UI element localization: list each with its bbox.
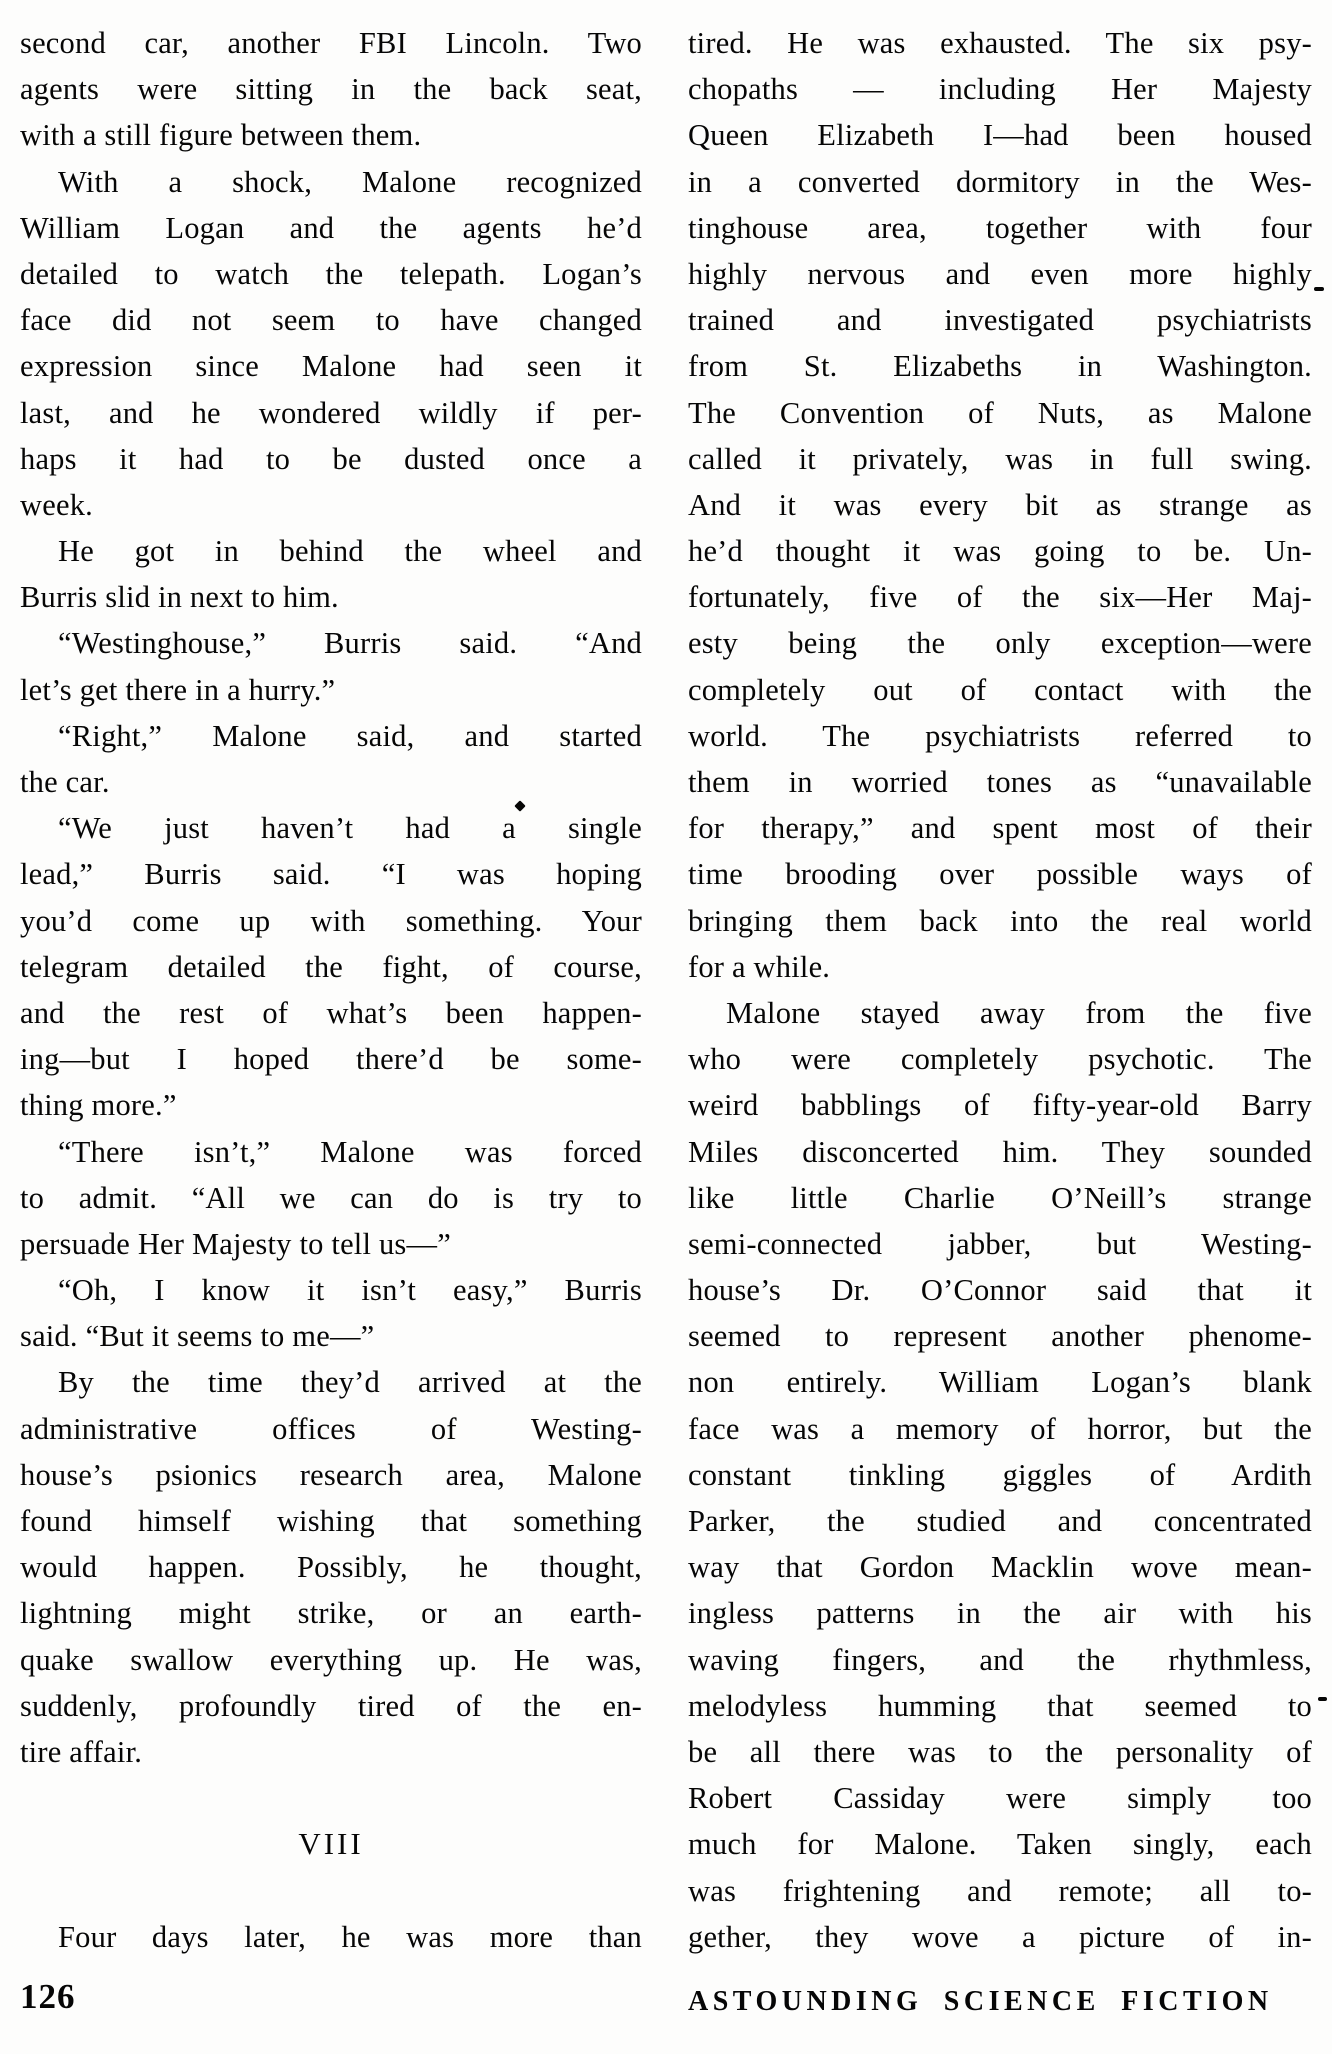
text-line: Queen Elizabeth I—had been housed [688, 118, 1312, 153]
text-line: for a while. [688, 949, 831, 984]
page-number: 126 [20, 1977, 76, 2016]
text-line: non entirely. William Logan’s blank [688, 1365, 1312, 1400]
text-line: bringing them back into the real world [688, 903, 1312, 938]
text-line: completely out of contact with the [688, 672, 1312, 707]
text-line: chopaths — including Her Majesty [688, 72, 1312, 107]
text-line: was frightening and remote; all to- [688, 1873, 1312, 1908]
text-line: telegram detailed the fight, of course, [20, 949, 642, 984]
text-line: he’d thought it was going to be. Un- [688, 534, 1312, 569]
text-line: constant tinkling giggles of Ardith [688, 1457, 1312, 1492]
text-line: fortunately, five of the six—Her Maj- [688, 580, 1312, 615]
text-line: The Convention of Nuts, as Malone [688, 395, 1312, 430]
text-line: called it privately, was in full swing. [688, 441, 1312, 476]
left-column [20, 20, 642, 1960]
right-column [688, 20, 1312, 1960]
text-line: “Oh, I know it isn’t easy,” Burris [58, 1273, 642, 1308]
text-line: ing—but I hoped there’d be some- [20, 1042, 642, 1077]
ink-speck [1318, 1697, 1327, 1701]
text-line [20, 1868, 642, 1914]
text-line: time brooding over possible ways of [688, 857, 1312, 892]
text-line: ingless patterns in the air with his [688, 1596, 1312, 1631]
text-line: He got in behind the wheel and [58, 534, 642, 569]
text-line: house’s Dr. O’Connor said that it [688, 1273, 1312, 1308]
text-line: face was a memory of horror, but the [688, 1411, 1312, 1446]
text-line: “Right,” Malone said, and started [58, 718, 642, 753]
text-line: Parker, the studied and concentrated [688, 1504, 1312, 1538]
text-line: from St. Elizabeths in Washington. [688, 349, 1312, 384]
text-line: in a converted dormitory in the Wes- [688, 164, 1312, 199]
text-line: Robert Cassiday were simply too [688, 1781, 1312, 1816]
text-line: William Logan and the agents he’d [20, 210, 642, 245]
text-line: haps it had to be dusted once a [20, 441, 642, 476]
text-line: Burris slid in next to him. [20, 580, 339, 615]
text-line: let’s get there in a hurry.” [20, 672, 336, 707]
text-line: to admit. “All we can do is try to [20, 1180, 642, 1215]
text-line: last, and he wondered wildly if per- [20, 395, 642, 430]
text-line: lightning might strike, or an earth- [20, 1596, 642, 1631]
text-line: the car. [20, 765, 110, 799]
text-line: By the time they’d arrived at the [58, 1365, 642, 1400]
text-line: with a still figure between them. [20, 118, 422, 153]
ink-speck [1314, 287, 1324, 291]
text-line: second car, another FBI Lincoln. Two [20, 26, 642, 60]
text-line: Four days later, he was more than [58, 1919, 642, 1954]
text-line: tinghouse area, together with four [688, 210, 1312, 245]
text-line: suddenly, profoundly tired of the en- [20, 1688, 642, 1723]
text-line: would happen. Possibly, he thought, [20, 1550, 642, 1585]
text-line: trained and investigated psychiatrists [688, 303, 1312, 338]
text-line: face did not seem to have changed [20, 303, 642, 338]
text-line: persuade Her Majesty to tell us—” [20, 1226, 451, 1261]
text-line: you’d come up with something. Your [20, 903, 642, 938]
text-line [20, 1775, 642, 1821]
text-line: detailed to watch the telepath. Logan’s [20, 256, 642, 291]
text-line: like little Charlie O’Neill’s strange [688, 1180, 1312, 1215]
text-line: expression since Malone had seen it [20, 349, 642, 384]
text-line: melodyless humming that seemed to [688, 1688, 1312, 1723]
magazine-footer-title: ASTOUNDING SCIENCE FICTION [688, 1986, 1273, 2017]
text-line: house’s psionics research area, Malone [20, 1457, 642, 1492]
text-line: esty being the only exception—were [688, 626, 1312, 661]
text-line: waving fingers, and the rhythmless, [688, 1642, 1312, 1677]
text-line: who were completely psychotic. The [688, 1042, 1312, 1077]
text-line: said. “But it seems to me—” [20, 1319, 375, 1354]
text-line: administrative offices of Westing- [20, 1411, 642, 1446]
text-line: be all there was to the personality of [688, 1734, 1312, 1769]
text-line: And it was every bit as strange as [688, 487, 1312, 522]
text-line: weird babblings of fifty-year-old Barry [688, 1088, 1312, 1123]
text-line: tired. He was exhausted. The six psy- [688, 26, 1312, 60]
section-heading: VIII [298, 1826, 364, 1862]
text-line: way that Gordon Macklin wove mean- [688, 1550, 1312, 1585]
text-line: “We just haven’t had a single [58, 811, 642, 846]
text-line: week. [20, 487, 93, 522]
text-line: tire affair. [20, 1734, 143, 1769]
text-line: for therapy,” and spent most of their [688, 811, 1312, 846]
text-line: highly nervous and even more highly [688, 256, 1312, 291]
text-line: With a shock, Malone recognized [58, 164, 642, 199]
text-line: “There isn’t,” Malone was forced [58, 1134, 642, 1169]
text-line: “Westinghouse,” Burris said. “And [58, 626, 642, 661]
text-line: and the rest of what’s been happen- [20, 995, 642, 1030]
text-line: lead,” Burris said. “I was hoping [20, 857, 642, 892]
text-line: seemed to represent another phenome- [688, 1319, 1312, 1354]
text-line: gether, they wove a picture of in- [688, 1919, 1312, 1954]
text-line: agents were sitting in the back seat, [20, 72, 642, 107]
text-line: semi-connected jabber, but Westing- [688, 1226, 1312, 1261]
text-line: quake swallow everything up. He was, [20, 1642, 642, 1677]
text-line: thing more.” [20, 1088, 177, 1123]
text-line: world. The psychiatrists referred to [688, 718, 1312, 753]
text-line: them in worried tones as “unavailable [688, 765, 1312, 799]
text-line: Miles disconcerted him. They sounded [688, 1134, 1312, 1169]
text-line: much for Malone. Taken singly, each [688, 1827, 1312, 1862]
text-line: found himself wishing that something [20, 1504, 642, 1538]
text-line: Malone stayed away from the five [726, 995, 1312, 1030]
